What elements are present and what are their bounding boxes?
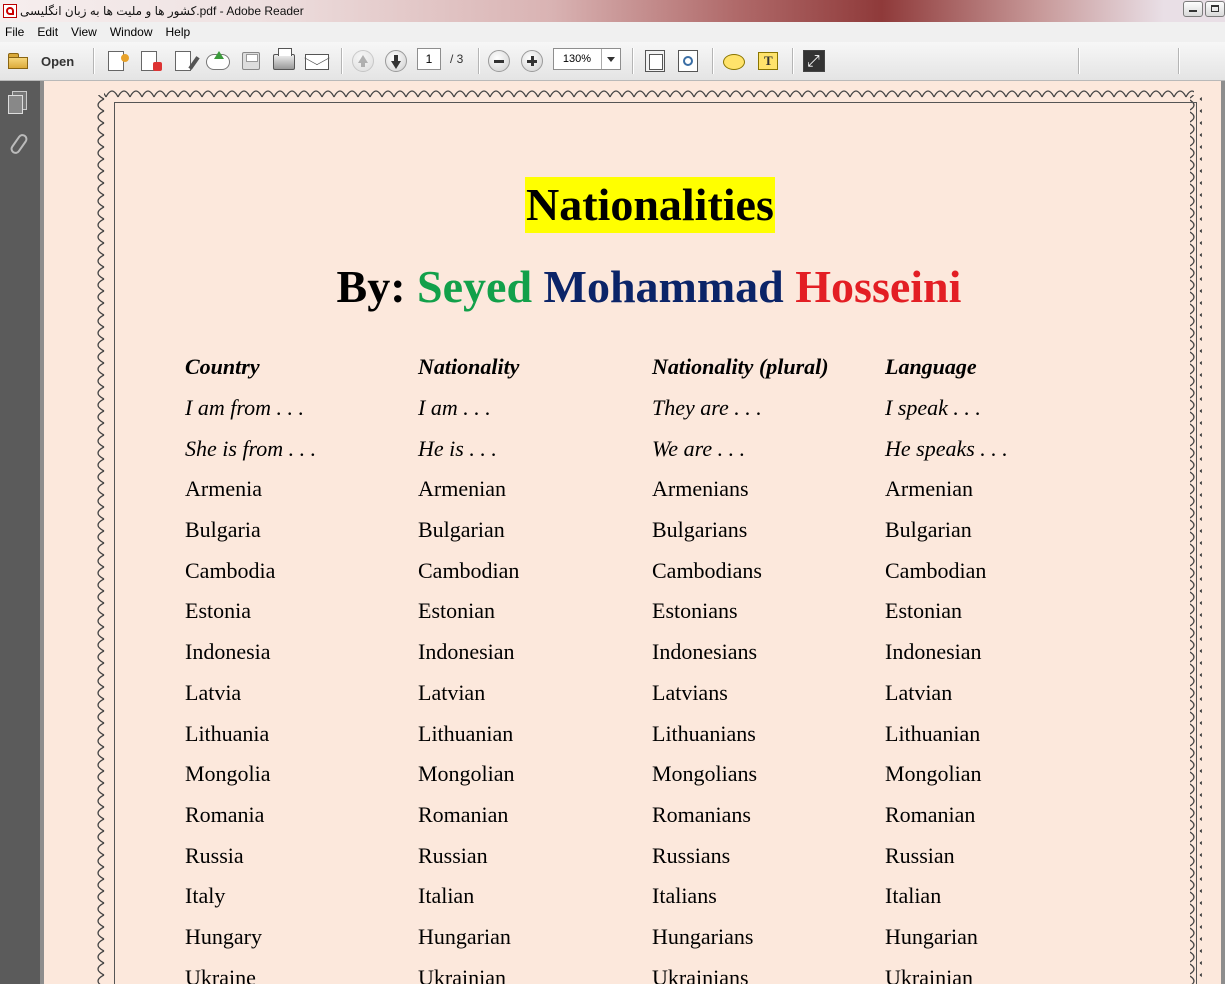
table-cell: Hungarian [418,923,511,949]
next-page-button[interactable] [385,50,407,72]
table-cell: Mongolian [418,761,515,787]
author-first-name: Seyed [417,261,533,312]
table-cell: Armenian [885,476,973,502]
window-controls [1183,1,1225,17]
table-cell: Lithuanian [885,720,981,746]
table-row [185,917,1105,958]
table-cell: He is . . . [418,435,497,461]
table-cell: Romanian [418,801,509,827]
open-label: Open [41,53,75,69]
table-cell: Armenians [652,476,749,502]
table-cell: Russian [418,842,488,868]
table-row [185,795,1105,836]
table-cell: Ukrainian [885,964,973,984]
cloud-upload-icon[interactable] [206,54,230,70]
folder-icon [7,52,31,70]
table-cell: Latvians [652,679,728,705]
table-header-row [185,347,1105,388]
table-cell: Bulgarians [652,517,748,543]
table-cell: Lithuania [185,720,270,746]
table-cell: Estonian [418,598,495,624]
table-cell: I am . . . [418,395,491,421]
zoom-out-button[interactable] [488,50,510,72]
table-cell: Armenian [418,476,506,502]
toolbar-separator [341,48,342,74]
document-view[interactable] [40,81,1225,984]
table-cell: Lithuanians [652,720,756,746]
fit-width-icon[interactable] [678,50,698,72]
menu-window[interactable]: Window [109,25,153,39]
table-cell: Cambodians [652,557,762,583]
title-bar [0,0,1225,22]
table-cell: Ukrainians [652,964,749,984]
open-button[interactable] [4,49,78,73]
table-cell: Indonesian [418,639,515,665]
window-title: کشور ها و ملیت ها به زبان انگلیسی.pdf - Adobe Reader [20,4,304,18]
table-cell: Italian [418,883,475,909]
table-cell: Italians [652,883,717,909]
table-cell: They are . . . [652,395,762,421]
table-row [185,510,1105,551]
page-number-input[interactable] [417,48,441,70]
document-title: Nationalities [525,177,775,233]
table-row [185,957,1105,984]
table-cell: Estonia [185,598,251,624]
highlight-text-icon[interactable] [758,52,778,70]
email-icon[interactable] [305,54,329,70]
expand-icon[interactable] [803,50,825,72]
table-cell: Hungarian [885,923,978,949]
table-cell: Ukraine [185,964,256,984]
table-cell: Hungarians [652,923,754,949]
table-cell: Cambodian [885,557,987,583]
maximize-button[interactable] [1205,1,1225,17]
header-nationality: Nationality [418,354,520,380]
toolbar-separator [1078,48,1079,74]
byline-by: By: [336,261,406,312]
print-icon[interactable] [273,54,295,70]
author-middle-name: Mohammad [543,261,784,312]
attachments-icon[interactable] [8,131,28,155]
table-cell: Latvian [885,679,953,705]
zoom-select[interactable] [553,48,621,70]
table-row [185,469,1105,510]
page-total: / 3 [450,52,464,66]
adobe-reader-icon [3,4,17,18]
nationalities-table [185,347,1105,984]
create-pdf-icon[interactable] [108,51,124,71]
table-cell: Latvia [185,679,242,705]
header-language: Language [885,354,977,380]
table-cell: Russians [652,842,731,868]
table-note-row [185,428,1105,469]
minimize-button[interactable] [1183,1,1203,17]
menu-edit[interactable]: Edit [37,25,59,39]
save-icon[interactable] [242,52,260,70]
toolbar-separator [1178,48,1179,74]
chevron-down-icon[interactable] [601,49,620,69]
table-cell: Russian [885,842,955,868]
fit-page-icon[interactable] [645,50,665,72]
zoom-in-button[interactable] [521,50,543,72]
table-cell: Italian [885,883,942,909]
table-cell: Romanian [885,801,976,827]
previous-page-button[interactable] [352,50,374,72]
table-cell: Indonesia [185,639,271,665]
table-cell: Hungary [185,923,262,949]
table-cell: Indonesian [885,639,982,665]
page-thumbnails-icon[interactable] [8,91,26,113]
menu-help[interactable]: Help [165,25,191,39]
author-last-name: Hosseini [795,261,962,312]
header-country: Country [185,354,260,380]
table-cell: Latvian [418,679,486,705]
table-cell: Estonians [652,598,738,624]
table-cell: Cambodia [185,557,276,583]
table-cell: Cambodian [418,557,520,583]
table-row [185,876,1105,917]
table-cell: Mongolian [885,761,982,787]
table-cell: Ukrainian [418,964,506,984]
table-cell: I speak . . . [885,395,981,421]
table-cell: Indonesians [652,639,758,665]
table-cell: Mongolia [185,761,271,787]
table-cell: Armenia [185,476,262,502]
table-cell: Lithuanian [418,720,514,746]
table-cell: Bulgaria [185,517,261,543]
table-cell: Italy [185,883,226,909]
table-row [185,550,1105,591]
table-cell: I am from . . . [185,395,304,421]
table-note-row [185,388,1105,429]
table-cell: Bulgarian [885,517,972,543]
toolbar-separator [712,48,713,74]
table-row [185,835,1105,876]
table-row [185,754,1105,795]
header-nationality-plural: Nationality (plural) [652,354,829,380]
navigation-pane [0,81,40,984]
table-cell: She is from . . . [185,435,317,461]
table-cell: Romanians [652,801,751,827]
menu-view[interactable]: View [71,25,97,39]
table-cell: Mongolians [652,761,758,787]
table-cell: Russia [185,842,244,868]
export-pdf-icon[interactable] [141,51,157,71]
table-row [185,673,1105,714]
table-cell: Romania [185,801,265,827]
table-row [185,713,1105,754]
author-byline [44,259,1225,315]
menu-file[interactable]: File [5,25,25,39]
table-cell: Bulgarian [418,517,505,543]
table-cell: Estonian [885,598,962,624]
table-row [185,632,1105,673]
toolbar-separator [93,48,94,74]
toolbar-separator [632,48,633,74]
menu-bar [0,22,1225,43]
toolbar-separator [792,48,793,74]
toolbar-separator [478,48,479,74]
pdf-page [44,81,1221,984]
table-row [185,591,1105,632]
zoom-input[interactable] [554,49,600,69]
sticky-note-icon[interactable] [723,54,745,70]
edit-pdf-icon[interactable] [175,51,191,71]
table-cell: He speaks . . . [885,435,1008,461]
table-cell: We are . . . [652,435,746,461]
